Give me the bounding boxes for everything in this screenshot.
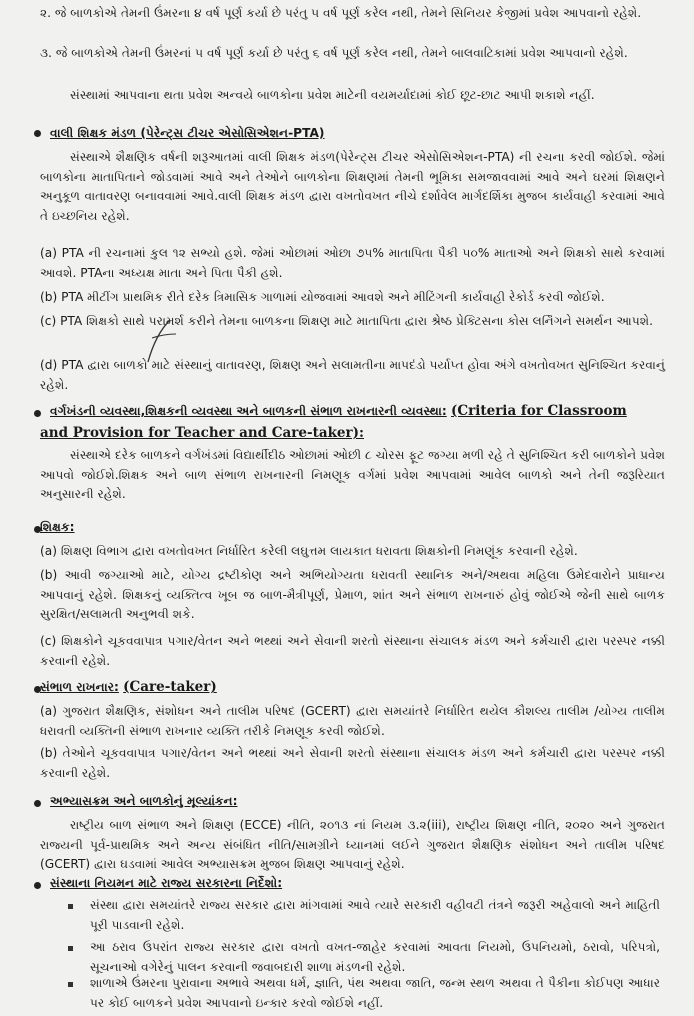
- bullet-icon: [34, 130, 41, 137]
- bullet-icon: [34, 410, 41, 417]
- pta-point-d: (d) PTA દ્વારા બાળકો માટે સંસ્થાનું વાતાવરણ, શિક્ષણ અને સલામતીના માપદંડો પર્યાપ્ત હોવા અંગે વખતોવખત સુનિશ્ચિત કરવાનું રહેશે.: [40, 358, 665, 392]
- govt-item: શાળાએ ઉંમરના પુરાવાના અભાવે અથવા ધર્મ, જ્ઞાતિ, પંથ અથવા જાતિ, જન્મ સ્થળ અથવા તે પૈકીના કોઈપણ આધાર પર કોઈ બાળકને પ્રવેશ આપવાનો ઇન્કાર કરવો જોઈશે નહીં.: [90, 976, 660, 1010]
- curriculum-heading-text: અભ્યાસક્રમ અને બાળકોનું મૂલ્યાંકન:: [50, 794, 238, 808]
- square-bullet-icon: [68, 982, 73, 987]
- square-bullet-icon: [68, 904, 73, 909]
- square-bullet-icon: [68, 946, 73, 951]
- classroom-heading: [50, 402, 690, 422]
- govt-item: આ ઠરાવ ઉપરાંત રાજ્ય સરકાર દ્વારા વખતો વખત-જાહેર કરવામાં આવતા નિયમો, ઉપનિયમો, ઠરાવો, પરિપત્રો, સૂચનાઓ વગેરેનું પાલન કરવાની જવાબદારી શાળા મંડળની રહેશે.: [90, 940, 660, 974]
- teacher-point-b: (b) આવી જગ્યાઓ માટે, યોગ્ય દ્રષ્ટીકોણ અને અભિયોગ્યતા ધરાવતી સ્થાનિક અને/અથવા મહિલા ઉમેદવારોને પ્રાધાન્ય આપવાનું રહેશે. શિક્ષકનું વ્યક્તિત્વ ખૂબ જ બાળ-મૈત્રીપૂર્ણ, પ્રેમાળ, શાંત અને સંભાળ રાખનારું હોવું જોઈએ જેની સાથે બાળક સુરક્ષિત/સલામતી અનુભવી શકે.: [40, 568, 665, 621]
- pta-heading: [50, 124, 690, 144]
- pta-paragraph: સંસ્થાએ શૈક્ષણિક વર્ષની શરૂઆતમાં વાલી શિક્ષક મંડળ(પેરેન્ટ્સ ટીચર એસોસિએશન-PTA) ની રચના કરવી જોઈશે. જેમાં બાળકોના માતાપિતાને જોડવામાં આવે અને તેઓને બાળકોના શિક્ષણમાં તેમની ભૂમિકા સમજાવવામાં આવે અને ઘરમાં શિક્ષણને અનુકૂળ વાતાવરણ બનાવવામાં આવે.વાલી શિક્ષક મંડળ દ્વારા વખતોવખત નીચે દર્શાવેલ માર્ગદર્શિકા મુજબ કાર્યવાહી કરવામાં આવે તે ઇચ્છનિય રહેશે.: [40, 150, 665, 223]
- pta-point-b: (b) PTA મીટીંગ પ્રાથમિક રીતે દરેક ત્રિમાસિક ગાળામાં યોજવામાં આવશે અને મીટિંગની કાર્યવાહી રેકોર્ડ કરવી જોઈશે.: [40, 290, 605, 304]
- bullet-icon: [34, 882, 41, 889]
- teacher-heading-text: શિક્ષક:: [40, 520, 75, 534]
- intro-note: સંસ્થામાં આપવાના થતા પ્રવેશ અન્વયે બાળકોના પ્રવેશ માટેની વયમર્યાદામાં કોઈ છૂટ-છાટ આપી શકાશે નહીં.: [70, 88, 595, 102]
- pen-mark-icon: [140, 318, 180, 368]
- caretaker-point-a: (a) ગુજરાત શૈક્ષણિક, સંશોધન અને તાલીમ પરિષદ (GCERT) દ્વારા સમયાંતરે નિર્ધારિત થયેલ કૌશલ્ય તાલીમ /યોગ્ય તાલીમ ધરાવતી વ્યક્તિની સંભાળ રાખનાર વ્યક્તિ તરીકે નિમણૂક કરવી જોઈશે.: [40, 704, 665, 738]
- caretaker-heading-en: (Care-taker): [123, 679, 217, 695]
- bullet-icon: [34, 800, 41, 807]
- curriculum-heading: [50, 792, 690, 812]
- pta-heading-text: વાલી શિક્ષક મંડળ (પેરેન્ટ્સ ટીચર એસોસિએશન-PTA): [50, 126, 325, 140]
- classroom-paragraph: સંસ્થાએ દરેક બાળકને વર્ગખંડમાં વિદ્યાર્થીદીઠ ઓછામાં ઓછી ૮ ચોરસ ફૂટ જગ્યા મળી રહે તે સુનિશ્ચિત કરી બાળકોને પ્રવેશ આપવો જોઈશે.શિક્ષક અને બાળ સંભાળ રાખનારની નિમણૂક વર્ગમાં પ્રવેશ આપવામાં આવેલ બાળકો અને તેની જરૂરિયાત અનુસારની રહેશે.: [40, 448, 665, 501]
- caretaker-point-b: (b) તેઓને ચૂકવવાપાત્ર પગાર/વેતન અને ભથ્થાં અને સેવાની શરતો સંસ્થાના સંચાલક મંડળ અને કર્મચારી દ્વારા પરસ્પર નક્કી કરવાની રહેશે.: [40, 746, 665, 780]
- curriculum-paragraph: રાષ્ટ્રીય બાળ સંભાળ અને શિક્ષણ (ECCE) નીતિ, ૨૦૧૩ નાં નિયમ ૩.૨(iii), રાષ્ટ્રીય શિક્ષણ નીતિ, ૨૦૨૦ અને ગુજરાત રાજ્યની પૂર્વ-પ્રાથમિક અને અન્ય સંબંધિત નીતિ/સામગ્રીને ધ્યાનમાં લઈને ગુજરાત શૈક્ષણિક સંશોધન અને તાલીમ પરિષદ (GCERT) દ્વારા ઘડવામાં આવેલ અભ્યાસક્રમ મુજબ શિક્ષણ આપવાનું રહેશે.: [40, 818, 665, 871]
- teacher-point-a: (a) શિક્ષણ વિભાગ દ્વારા વખતોવખત નિર્ધારિત કરેલી લઘુત્તમ લાયકાત ધરાવતા શિક્ષકોની નિમણૂંક કરવાની રહેશે.: [40, 544, 578, 558]
- caretaker-heading-gu: સંભાળ રાખનાર:: [40, 680, 119, 694]
- govt-item: સંસ્થા દ્વારા સમયાંતરે રાજ્ય સરકાર દ્વારા માંગવામાં આવે ત્યારે સરકારી વહીવટી તંત્રને જરૂરી અહેવાલો અને માહિતી પૂરી પાડવાની રહેશે.: [90, 898, 660, 932]
- classroom-heading-en1: (Criteria for Classroom: [451, 403, 627, 419]
- intro-item-2: ૨. જે બાળકોએ તેમની ઉંમરના ૪ વર્ષ પૂર્ણ કર્યા છે પરંતુ ૫ વર્ષ પૂર્ણ કરેલ નથી, તેમને સિનિયર કેજીમાં પ્રવેશ આપવાનો રહેશે.: [40, 6, 642, 20]
- classroom-heading-gu: વર્ગખંડની વ્યવસ્થા,શિક્ષકની વ્યવસ્થા અને બાળકની સંભાળ રાખનારની વ્યવસ્થા:: [50, 404, 447, 418]
- classroom-heading-en2: and Provision for Teacher and Care-taker):: [40, 425, 364, 441]
- classroom-heading-line2: [40, 424, 680, 444]
- caretaker-heading: [40, 678, 680, 698]
- intro-item-3: ૩. જે બાળકોએ તેમની ઉંમરનાં ૫ વર્ષ પૂર્ણ કર્યા છે પરંતુ ૬ વર્ષ પૂર્ણ કરેલ નથી, તેમને બાલવાટિકામાં પ્રવેશ આપવાનો રહેશે.: [40, 46, 628, 60]
- teacher-heading: [40, 518, 680, 538]
- govt-heading-text: સંસ્થાના નિયમન માટે રાજ્ય સરકારના નિર્દેશો:: [50, 876, 283, 890]
- teacher-point-c: (c) શિક્ષકોને ચૂકવવાપાત્ર પગાર/વેતન અને ભથ્થાં અને સેવાની શરતો સંસ્થાના સંચાલક મંડળ અને કર્મચારી દ્વારા પરસ્પર નક્કી કરવાની રહેશે.: [40, 634, 665, 668]
- pta-point-a: (a) PTA ની રચનામાં કુલ ૧૨ સભ્યો હશે. જેમાં ઓછામાં ઓછા ૭૫% માતાપિતા પૈકી ૫૦% માતાઓ અને શિક્ષકો સાથે કરવામાં આવશે. PTAના અધ્યક્ષ માતા અને પિતા પૈકી હશે.: [40, 246, 665, 280]
- govt-heading: [50, 874, 690, 894]
- pta-point-c: (c) PTA શિક્ષકો સાથે પરામર્શ કરીને તેમના બાળકના શિક્ષણ માટે માતાપિતા દ્વારા શ્રેષ્ઠ પ્રેક્ટિસના કોસ લર્નિંગને સમર્થન આપશે.: [40, 314, 654, 328]
